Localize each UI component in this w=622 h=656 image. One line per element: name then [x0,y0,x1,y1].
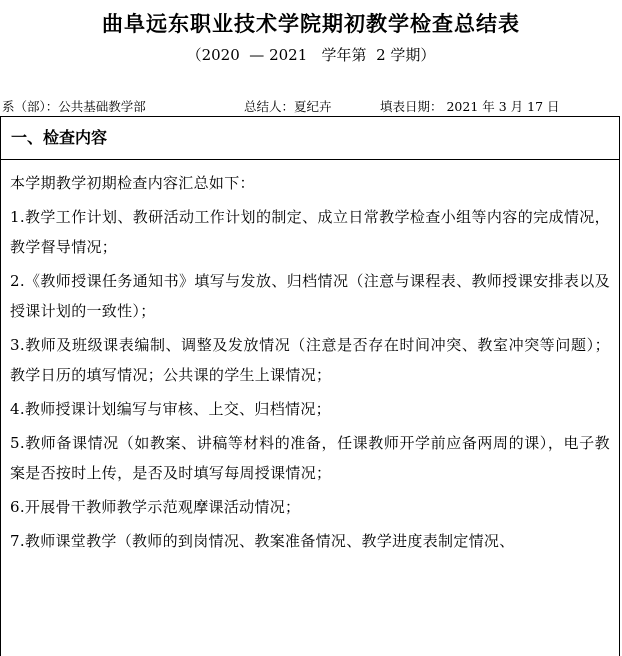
content-item-3: 3.教师及班级课表编制、调整及发放情况（注意是否存在时间冲突、教室冲突等问题）；教学日历的填写情况；公共课的学生上课情况； [10,336,610,384]
content-intro: 本学期教学初期检查内容汇总如下： [10,174,255,192]
content-item-5: 5.教师备课情况（如教案、讲稿等材料的准备，任课教师开学前应备两周的课），电子教案是否按时上传，是否及时填写每周授课情况； [10,434,610,482]
content-item-1: 1.教学工作计划、教研活动工作计划的制定、成立日常教学检查小组等内容的完成情况，教学督导情况； [10,208,610,256]
content-item-7: 7.教师课堂教学（教师的到岗情况、教案准备情况、教学进度表制定情况、 [10,532,515,550]
fill-date-field: 填表日期： 2021 年 3 月 17 日 [380,99,560,114]
inspection-content [10,168,610,560]
content-item-6: 6.开展骨干教师教学示范观摩课活动情况； [10,498,301,516]
content-item-4: 4.教师授课计划编写与审核、上交、归档情况； [10,400,331,418]
department-field: 系（部）：公共基础教学部 [2,99,146,114]
summarizer-field: 总结人：夏纪卉 [244,99,332,114]
document-title: 曲阜远东职业技术学院期初教学检查总结表 [102,12,520,36]
semester-subtitle: （2020 — 2021 学年第 2 学期） [186,46,436,64]
content-item-2: 2.《教师授课任务通知书》填写与发放、归档情况（注意与课程表、教师授课安排表以及授课计划的一致性）； [10,272,610,320]
section-heading: 一、检查内容 [0,116,620,160]
